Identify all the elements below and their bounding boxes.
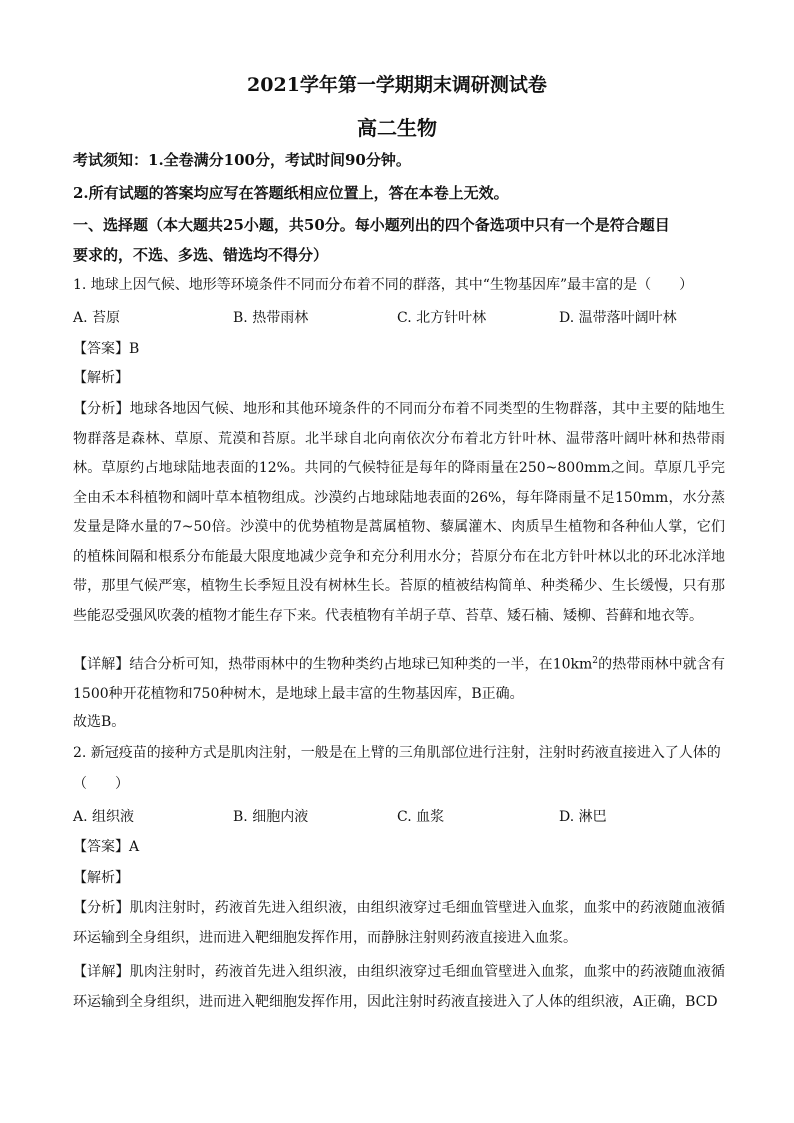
q1-option-d: D. 温带落叶阔叶林 xyxy=(559,310,677,326)
question-2-stem-line-2: （ ） xyxy=(73,776,129,792)
q2-option-a: A. 组织液 xyxy=(73,809,135,825)
q1-xiangjie-part-a: 【详解】结合分析可知，热带雨林中的生物种类约占地球已知种类的一半，在10km xyxy=(73,656,593,673)
notice-line-1: 考试须知：1.全卷满分100分，考试时间90分钟。 xyxy=(73,151,411,169)
q1-analysis-label: 【解析】 xyxy=(73,370,129,386)
q2-option-b: B. 细胞内液 xyxy=(233,809,309,825)
q1-option-b: B. 热带雨林 xyxy=(233,310,309,326)
subject-title: 高二生物 xyxy=(357,116,437,140)
exam-title: 2021学年第一学期期末调研测试卷 xyxy=(247,74,547,96)
q1-conclusion: 故选B。 xyxy=(73,714,126,730)
q2-xiangjie-paragraph: 【详解】肌肉注射时，药液首先进入组织液，由组织液穿过毛细血管壁进入血浆，血浆中的药液随血液循环运输到全身组织，进而进入靶细胞发挥作用，因此注射时药液直接进入了人体的组织液，A正确，BCD xyxy=(73,964,725,1010)
q2-option-c: C. 血浆 xyxy=(397,809,445,825)
question-2-stem-line-1: 2. 新冠疫苗的接种方式是肌肉注射，一般是在上臂的三角肌部位进行注射，注射时药液直接进入了人体的 xyxy=(73,745,721,761)
q2-option-d: D. 淋巴 xyxy=(559,809,607,825)
q1-xiangjie-superscript: 2 xyxy=(592,656,599,666)
q1-option-c: C. 北方针叶林 xyxy=(397,310,487,326)
q2-fenxi-paragraph: 【分析】肌肉注射时，药液首先进入组织液，由组织液穿过毛细血管壁进入血浆，血浆中的药液随血液循环运输到全身组织，进而进入靶细胞发挥作用，而静脉注射则药液直接进入血浆。 xyxy=(73,900,725,946)
q1-xiangjie-paragraph xyxy=(73,647,725,710)
q1-option-a: A. 苔原 xyxy=(73,310,121,326)
q2-answer: 【答案】A xyxy=(73,839,140,855)
q2-analysis-label: 【解析】 xyxy=(73,870,129,886)
q1-xiangjie-part-b: 的热带雨林中就含有1500种开花植物和750种树木，是地球上最丰富的生物基因库，B正确。 xyxy=(73,656,725,703)
q1-answer: 【答案】B xyxy=(73,341,140,357)
section-heading-line-2: 要求的，不选、多选、错选均不得分） xyxy=(73,246,329,264)
notice-line-2: 2.所有试题的答案均应写在答题纸相应位置上，答在本卷上无效。 xyxy=(73,184,509,202)
question-1-stem: 1. 地球上因气候、地形等环境条件不同而分布着不同的群落，其中“生物基因库”最丰富的是（ ） xyxy=(73,277,694,293)
q1-fenxi-paragraph: 【分析】地球各地因气候、地形和其他环境条件的不同而分布着不同类型的生物群落，其中主要的陆地生物群落是森林、草原、荒漠和苔原。北半球自北向南依次分布着北方针叶林、温带落叶阔叶林和热带雨林。草原约占地球陆地表面的12%。共同的气候特征是每年的降雨量在250~800mm之间。草原几乎完全由禾本科植物和阔叶草本植物组成。沙漠约占地球陆地表面的26%，每年降雨量不足150mm，水分蒸发量是降水量的7~50倍。沙漠中的优势植物是蒿属植物、藜属灌木、肉质旱生植物和各种仙人掌，它们的植株间隔和根系分布能最大限度地减少竞争和充分利用水分；苔原分布在北方针叶林以北的环北冰洋地带，那里气候严寒，植物生长季短且没有树林生长。苔原的植被结构简单、种类稀少、生长缓慢，只有那些能忍受强风吹袭的植物才能生存下来。代表植物有羊胡子草、苔草、矮石楠、矮柳、苔藓和地衣等。 xyxy=(73,401,725,624)
section-heading-line-1: 一、选择题（本大题共25小题，共50分。每小题列出的四个备选项中只有一个是符合题目 xyxy=(73,216,670,234)
